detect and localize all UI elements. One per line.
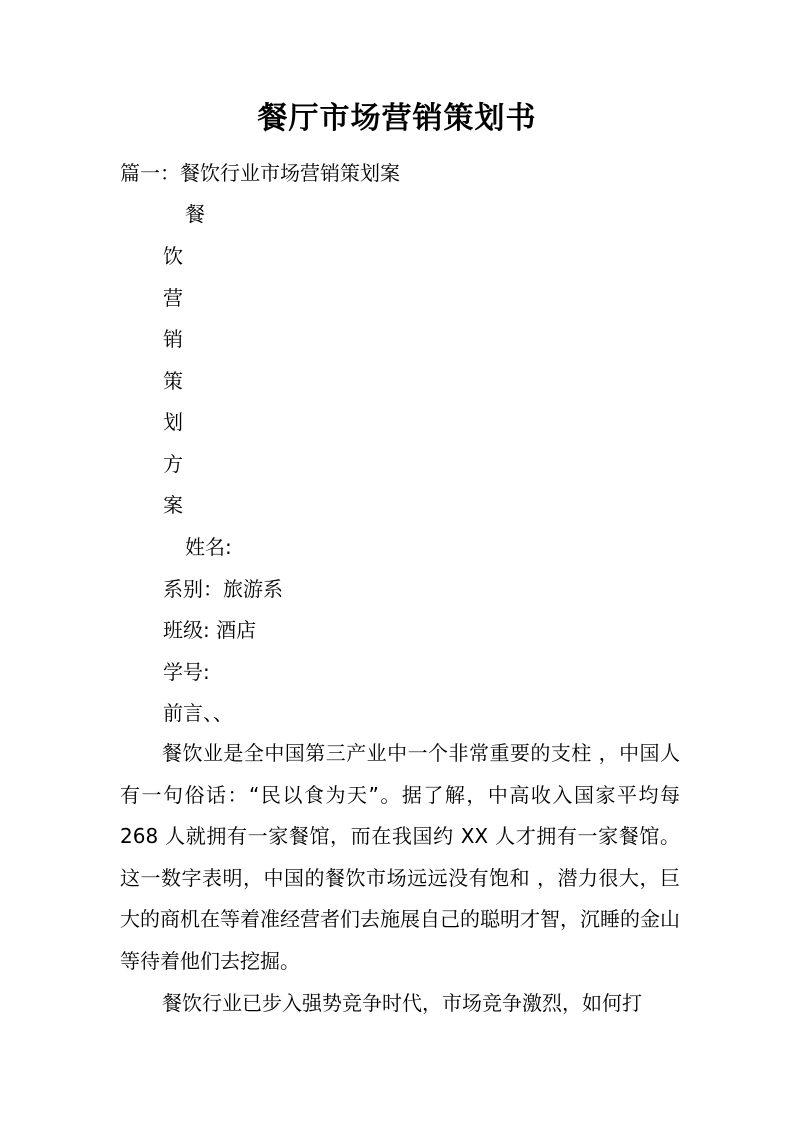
document-title: 餐厅市场营销策划书: [257, 101, 537, 136]
vertical-char: 餐: [185, 202, 205, 226]
preface-heading: 前言、、: [163, 701, 233, 725]
department-line: 系别：旅游系: [163, 577, 283, 601]
vertical-char: 案: [163, 493, 183, 517]
vertical-char: 划: [163, 410, 183, 434]
vertical-char: 营: [163, 286, 183, 310]
class-line: 班级: 酒店: [163, 618, 257, 642]
vertical-char: 销: [163, 327, 183, 351]
body-paragraph: 餐饮业是全中国第三产业中一个非常重要的支柱 ，中国人有一句俗话：“民以食为天”。据了解，中高收入国家平均每 268 人就拥有一家餐馆，而在我国约 XX 人才拥有一家餐馆。这一数字表明，中国的餐饮市场远远没有饱和 ，潜力很大，巨大的商机在等着准经营者们去施展自己的聪明才智，沉睡的金山等待着他们去挖掘。: [120, 741, 680, 973]
name-field-label: 姓名:: [185, 535, 232, 559]
body-paragraph: 餐饮行业已步入强势竞争时代，市场竞争激烈，如何打: [162, 991, 642, 1015]
vertical-char: 饮: [163, 244, 183, 268]
student-id-label: 学号:: [163, 660, 210, 684]
vertical-char: 策: [163, 369, 183, 393]
vertical-char: 方: [163, 452, 183, 476]
section-subtitle: 篇一：餐饮行业市场营销策划案: [120, 161, 400, 185]
